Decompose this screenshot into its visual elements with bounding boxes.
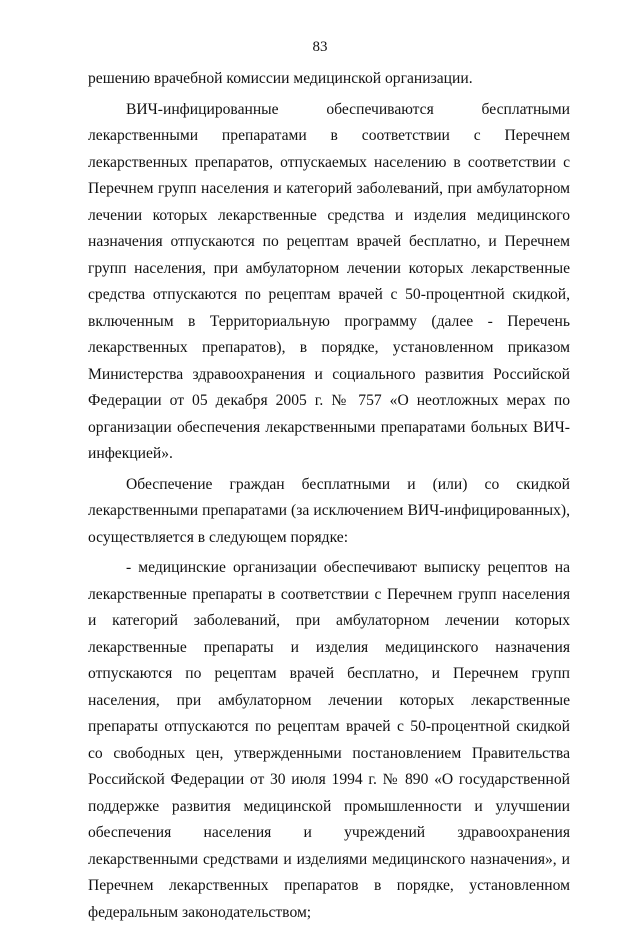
paragraph-continuation: решению врачебной комиссии медицинской организации. bbox=[88, 70, 473, 87]
paragraph-hiv-provision: ВИЧ-инфицированные обеспечиваются бесплатными лекарственными препаратами в соответствии с Перечнем лекарственных препаратов, отпускаемых населению в соответствии с Перечнем групп населения и категорий заболеваний, при амбулаторном лечении которых лекарственные средства и изделия медицинского назначения отпускаются по рецептам врачей бесплатно, и Перечнем групп населения, при амбулаторном лечении которых лекарственные средства отпускаются по рецептам врачей с 50-процентной скидкой, включенным в Территориальную программу (далее - Перечень лекарственных препаратов), в порядке, установленном приказом Министерства здравоохранения и социального развития Российской Федерации от 05 декабря 2005 г. № 757 «О неотложных мерах по организации обеспечения лекарственными препаратами больных ВИЧ-инфекцией». bbox=[88, 100, 570, 462]
document-body bbox=[88, 66, 570, 926]
paragraph-citizen-provision: Обеспечение граждан бесплатными и (или) со скидкой лекарственными препаратами (за исключением ВИЧ-инфицированных), осуществляется в следующем порядке: bbox=[88, 475, 570, 546]
page-number: 83 bbox=[312, 39, 328, 55]
paragraph-prescription-list-item: - медицинские организации обеспечивают выписку рецептов на лекарственные препараты в соответствии с Перечнем групп населения и категорий заболеваний, при амбулаторном лечении которых лекарственные препараты и изделия медицинского назначения отпускаются по рецептам врачей бесплатно, и Перечнем групп населения, при амбулаторном лечении которых лекарственные препараты отпускаются по рецептам врачей с 50-процентной скидкой со свободных цен, утвержденными постановлением Правительства Российской Федерации от 30 июля 1994 г. № 890 «О государственной поддержке развития медицинской промышленности и улучшении обеспечения населения и учреждений здравоохранения лекарственными средствами и изделиями медицинского назначения», и Перечнем лекарственных препаратов в порядке, установленном федеральным законодательством; bbox=[88, 559, 570, 921]
